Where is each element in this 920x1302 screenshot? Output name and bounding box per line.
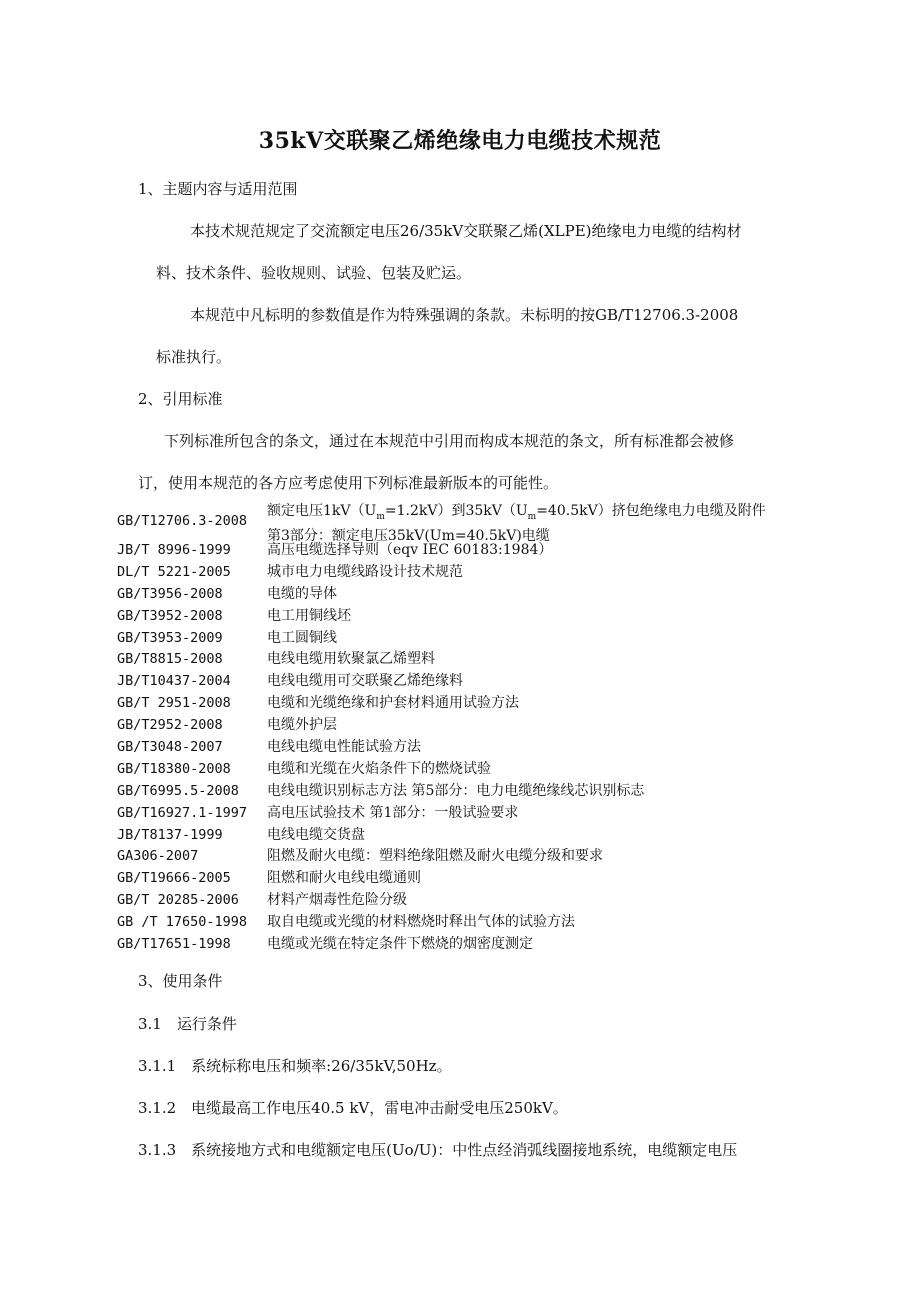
- reference-title: 电线电缆用可交联聚乙烯绝缘料: [267, 673, 463, 690]
- reference-title-line-2: 第3部分：额定电压35kV(Um=40.5kV)电缆: [267, 527, 550, 544]
- reference-code: GB/T3952-2008: [117, 607, 223, 624]
- reference-title: 城市电力电缆线路设计技术规范: [267, 563, 463, 580]
- reference-row: [117, 693, 837, 715]
- reference-row: [117, 502, 837, 544]
- reference-standards-list: [117, 502, 837, 956]
- reference-title: 电线电缆交货盘: [267, 826, 365, 843]
- reference-code: GB /T 17650-1998: [117, 914, 248, 931]
- reference-title: 材料产烟毒性危险分级: [267, 892, 407, 909]
- reference-code: GB/T12706.3-2008: [117, 512, 248, 529]
- reference-title: 电线电缆识别标志方法 第5部分：电力电缆绝缘线芯识别标志: [267, 782, 645, 799]
- reference-row: [117, 540, 837, 562]
- reference-code: GB/T3956-2008: [117, 585, 223, 602]
- reference-title: 电线电缆用软聚氯乙烯塑料: [267, 651, 435, 668]
- section-2-heading: 2、引用标准: [138, 390, 223, 408]
- reference-code: GB/T19666-2005: [117, 870, 231, 887]
- reference-code: GB/T16927.1-1997: [117, 804, 248, 821]
- reference-title: 电缆和光缆在火焰条件下的燃烧试验: [267, 760, 491, 777]
- reference-row: [117, 912, 837, 934]
- reference-title: 阻燃和耐火电线电缆通则: [267, 870, 421, 887]
- reference-row: [117, 562, 837, 584]
- reference-title: 取自电缆或光缆的材料燃烧时释出气体的试验方法: [267, 914, 575, 931]
- reference-code: DL/T 5221-2005: [117, 563, 231, 580]
- reference-row: [117, 825, 837, 847]
- reference-row: [117, 868, 837, 890]
- reference-row: [117, 671, 837, 693]
- reference-row: [117, 584, 837, 606]
- reference-code: GB/T18380-2008: [117, 760, 231, 777]
- reference-code: GB/T 2951-2008: [117, 695, 231, 712]
- section-3-1-3-text: 3.1.3 系统接地方式和电缆额定电压(Uo/U)：中性点经消弧线圈接地系统，电缆额定电压: [138, 1141, 738, 1159]
- reference-row: [117, 934, 837, 956]
- section-1-paragraph-1-line-2: 料、技术条件、验收规则、试验、包装及贮运。: [156, 264, 472, 282]
- reference-row: [117, 781, 837, 803]
- section-3-1-1-text: 3.1.1 系统标称电压和频率:26/35kV,50Hz。: [138, 1057, 452, 1075]
- section-2-paragraph-line-2: 订，使用本规范的各方应考虑使用下列标准最新版本的可能性。: [138, 474, 559, 492]
- reference-title: 电工圆铜线: [267, 629, 337, 646]
- section-1-paragraph-2-line-2: 标准执行。: [156, 348, 232, 366]
- reference-row: [117, 737, 837, 759]
- reference-code: GB/T2952-2008: [117, 717, 223, 734]
- reference-code: GB/T8815-2008: [117, 651, 223, 668]
- section-1-paragraph-2-line-1: 本规范中凡标明的参数值是作为特殊强调的条款。未标明的按GB/T12706.3-2008: [190, 306, 739, 324]
- section-3-1-2-text: 3.1.2 电缆最高工作电压40.5 kV，雷电冲击耐受电压250kV。: [138, 1099, 568, 1117]
- section-1-heading: 1、主题内容与适用范围: [138, 180, 298, 198]
- reference-row: [117, 846, 837, 868]
- reference-title: 高电压试验技术 第1部分：一般试验要求: [267, 804, 519, 821]
- reference-code: GB/T3048-2007: [117, 739, 223, 756]
- reference-title-line-1: 额定电压$1kV(U_m=1.2kV)$到$35kV(U_m=40.5kV)$挤包绝缘电力电缆及附件: [267, 503, 766, 522]
- section-3-heading: 3、使用条件: [138, 972, 223, 990]
- reference-code: GB/T 20285-2006: [117, 892, 239, 909]
- reference-title: 高压电缆选择导则（eqv IEC 60183:1984）: [267, 542, 553, 558]
- reference-row: [117, 759, 837, 781]
- document-title: 35kV交联聚乙烯绝缘电力电缆技术规范: [258, 128, 662, 154]
- reference-code: JB/T 8996-1999: [117, 542, 231, 558]
- reference-code: GB/T6995.5-2008: [117, 782, 239, 799]
- reference-title: 电缆和光缆绝缘和护套材料通用试验方法: [267, 695, 519, 712]
- reference-code: JB/T10437-2004: [117, 673, 231, 690]
- reference-title: [267, 502, 837, 544]
- section-1-paragraph-1-line-1: 本技术规范规定了交流额定电压26/35kV交联聚乙烯(XLPE)绝缘电力电缆的结构材: [190, 222, 742, 240]
- reference-row: [117, 715, 837, 737]
- reference-row: [117, 649, 837, 671]
- reference-row: [117, 606, 837, 628]
- reference-code: GB/T3953-2009: [117, 629, 223, 646]
- reference-code: JB/T8137-1999: [117, 826, 223, 843]
- reference-title: 电缆或光缆在特定条件下燃烧的烟密度测定: [267, 936, 533, 953]
- reference-row: [117, 803, 837, 825]
- reference-row: [117, 628, 837, 650]
- reference-title: 电缆外护层: [267, 717, 337, 734]
- reference-title: 阻燃及耐火电缆：塑料绝缘阻燃及耐火电缆分级和要求: [267, 848, 603, 865]
- section-3-1-heading: 3.1 运行条件: [138, 1015, 237, 1033]
- reference-code: GA306-2007: [117, 848, 199, 865]
- reference-code: GB/T17651-1998: [117, 936, 231, 953]
- reference-row: [117, 890, 837, 912]
- reference-title: 电缆的导体: [267, 585, 337, 602]
- reference-title: 电工用铜线坯: [267, 607, 351, 624]
- reference-title: 电线电缆电性能试验方法: [267, 739, 421, 756]
- section-2-paragraph-line-1: 下列标准所包含的条文，通过在本规范中引用而构成本规范的条文，所有标准都会被修: [164, 432, 735, 450]
